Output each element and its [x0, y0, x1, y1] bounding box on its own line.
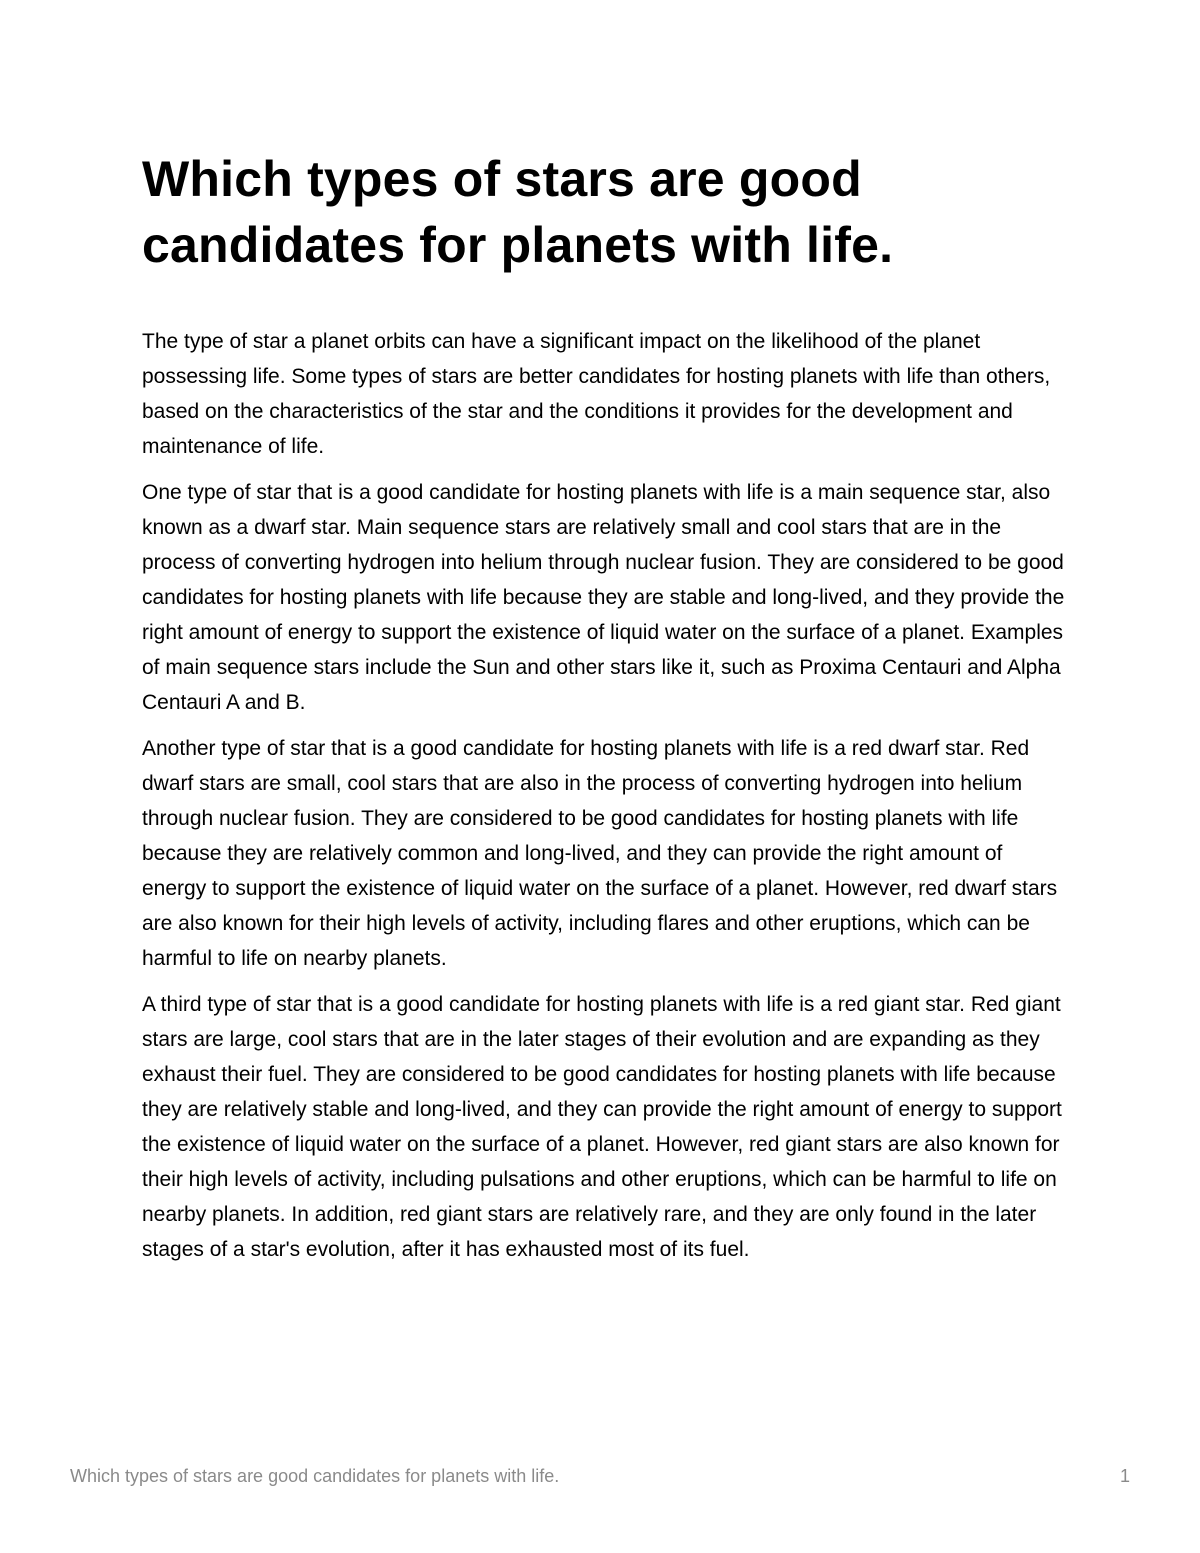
page-footer [70, 1466, 1130, 1490]
paragraph-red-dwarf: Another type of star that is a good candidate for hosting planets with life is a red dwarf star. Red dwarf stars are small, cool stars that are also in the process of converting hydrogen into helium through nuclear fusion. They are considered to be good candidates for hosting planets with life because they are relatively common and long-lived, and they can provide the right amount of energy to support the existence of liquid water on the surface of a planet. However, red dwarf stars are also known for their high levels of activity, including flares and other eruptions, which can be harmful to life on nearby planets. [142, 737, 1058, 970]
page-number: 1 [1119, 1466, 1130, 1486]
paragraph-red-giant: A third type of star that is a good candidate for hosting planets with life is a red giant star. Red giant stars are large, cool stars that are in the later stages of their evolution and are expanding as they exhaust their fuel. They are considered to be good candidates for hosting planets with life because they are relatively stable and long-lived, and they can provide the right amount of energy to support the existence of liquid water on the surface of a planet. However, red giant stars are also known for their high levels of activity, including pulsations and other eruptions, which can be harmful to life on nearby planets. In addition, red giant stars are relatively rare, and they are only found in the later stages of a star's evolution, after it has exhausted most of its fuel. [142, 993, 1062, 1261]
paragraph-main-sequence: One type of star that is a good candidate for hosting planets with life is a main sequence star, also known as a dwarf star. Main sequence stars are relatively small and cool stars that are in the process of converting hydrogen into helium through nuclear fusion. They are considered to be good candidates for hosting planets with life because they are stable and long-lived, and they provide the right amount of energy to support the existence of liquid water on the surface of a planet. Examples of main sequence stars include the Sun and other stars like it, such as Proxima Centauri and Alpha Centauri A and B. [142, 481, 1065, 714]
paragraph-list [142, 324, 1072, 1267]
paragraph-intro: The type of star a planet orbits can have a significant impact on the likelihood of the planet possessing life. Some types of stars are better candidates for hosting planets with life than others, based on the characteristics of the star and the conditions it provides for the development and maintenance of life. [142, 330, 1051, 458]
document-title: Which types of stars are good candidates for planets with life. [142, 151, 894, 273]
footer-title: Which types of stars are good candidates for planets with life. [70, 1466, 560, 1486]
document-body [142, 146, 1072, 1278]
